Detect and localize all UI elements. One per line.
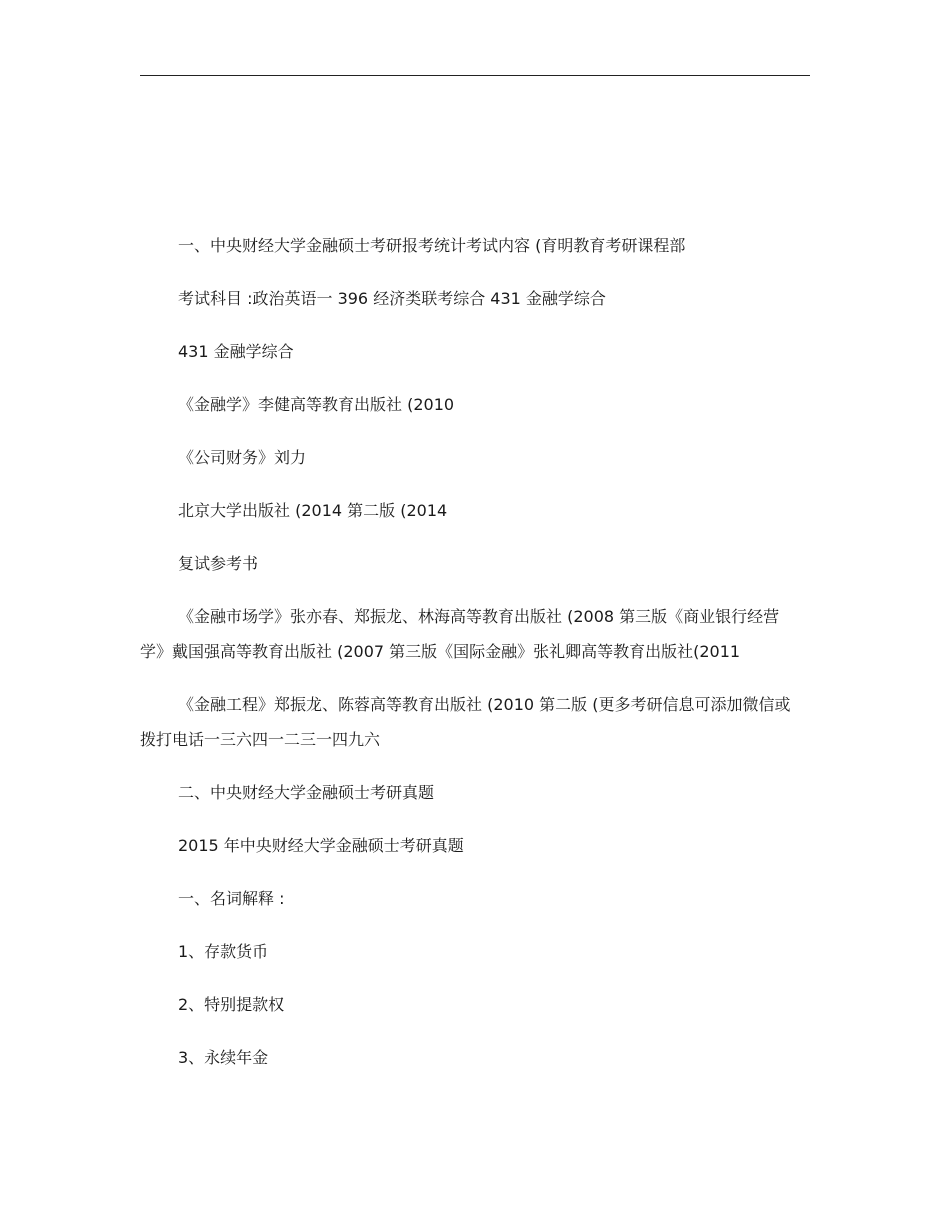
subject-431-heading: 431 金融学综合 (178, 342, 294, 361)
retest-books-list: 《金融市场学》张亦春、郑振龙、林海高等教育出版社 (2008 第三版《商业银行经营学》戴国强高等教育出版社 (2007 第三版《国际金融》张礼卿高等教育出版社(2011 (140, 607, 780, 661)
section-heading-exam-content: 一、中央财经大学金融硕士考研报考统计考试内容 (育明教育考研课程部 (178, 236, 686, 255)
part-terms-heading: 一、名词解释 : (178, 889, 285, 908)
retest-books-heading: 复试参考书 (178, 554, 259, 573)
book-finance: 《金融学》李健高等教育出版社 (2010 (178, 395, 455, 414)
document-body (140, 228, 800, 1093)
term-item-2: 2、特别提款权 (178, 995, 285, 1014)
exam-subjects: 考试科目 :政治英语一 396 经济类联考综合 431 金融学综合 (178, 289, 606, 308)
book-publisher-pku: 北京大学出版社 (2014 第二版 (2014 (178, 501, 448, 520)
section-heading-real-exams: 二、中央财经大学金融硕士考研真题 (178, 783, 435, 802)
book-corporate-finance: 《公司财务》刘力 (178, 448, 307, 467)
exam-2015-title: 2015 年中央财经大学金融硕士考研真题 (178, 836, 464, 855)
retest-book-engineering: 《金融工程》郑振龙、陈蓉高等教育出版社 (2010 第二版 (更多考研信息可添加微信或拨打电话一三六四一二三一四九六 (140, 695, 791, 749)
term-item-1: 1、存款货币 (178, 942, 269, 961)
header-rule (140, 75, 810, 76)
term-item-3: 3、永续年金 (178, 1048, 269, 1067)
